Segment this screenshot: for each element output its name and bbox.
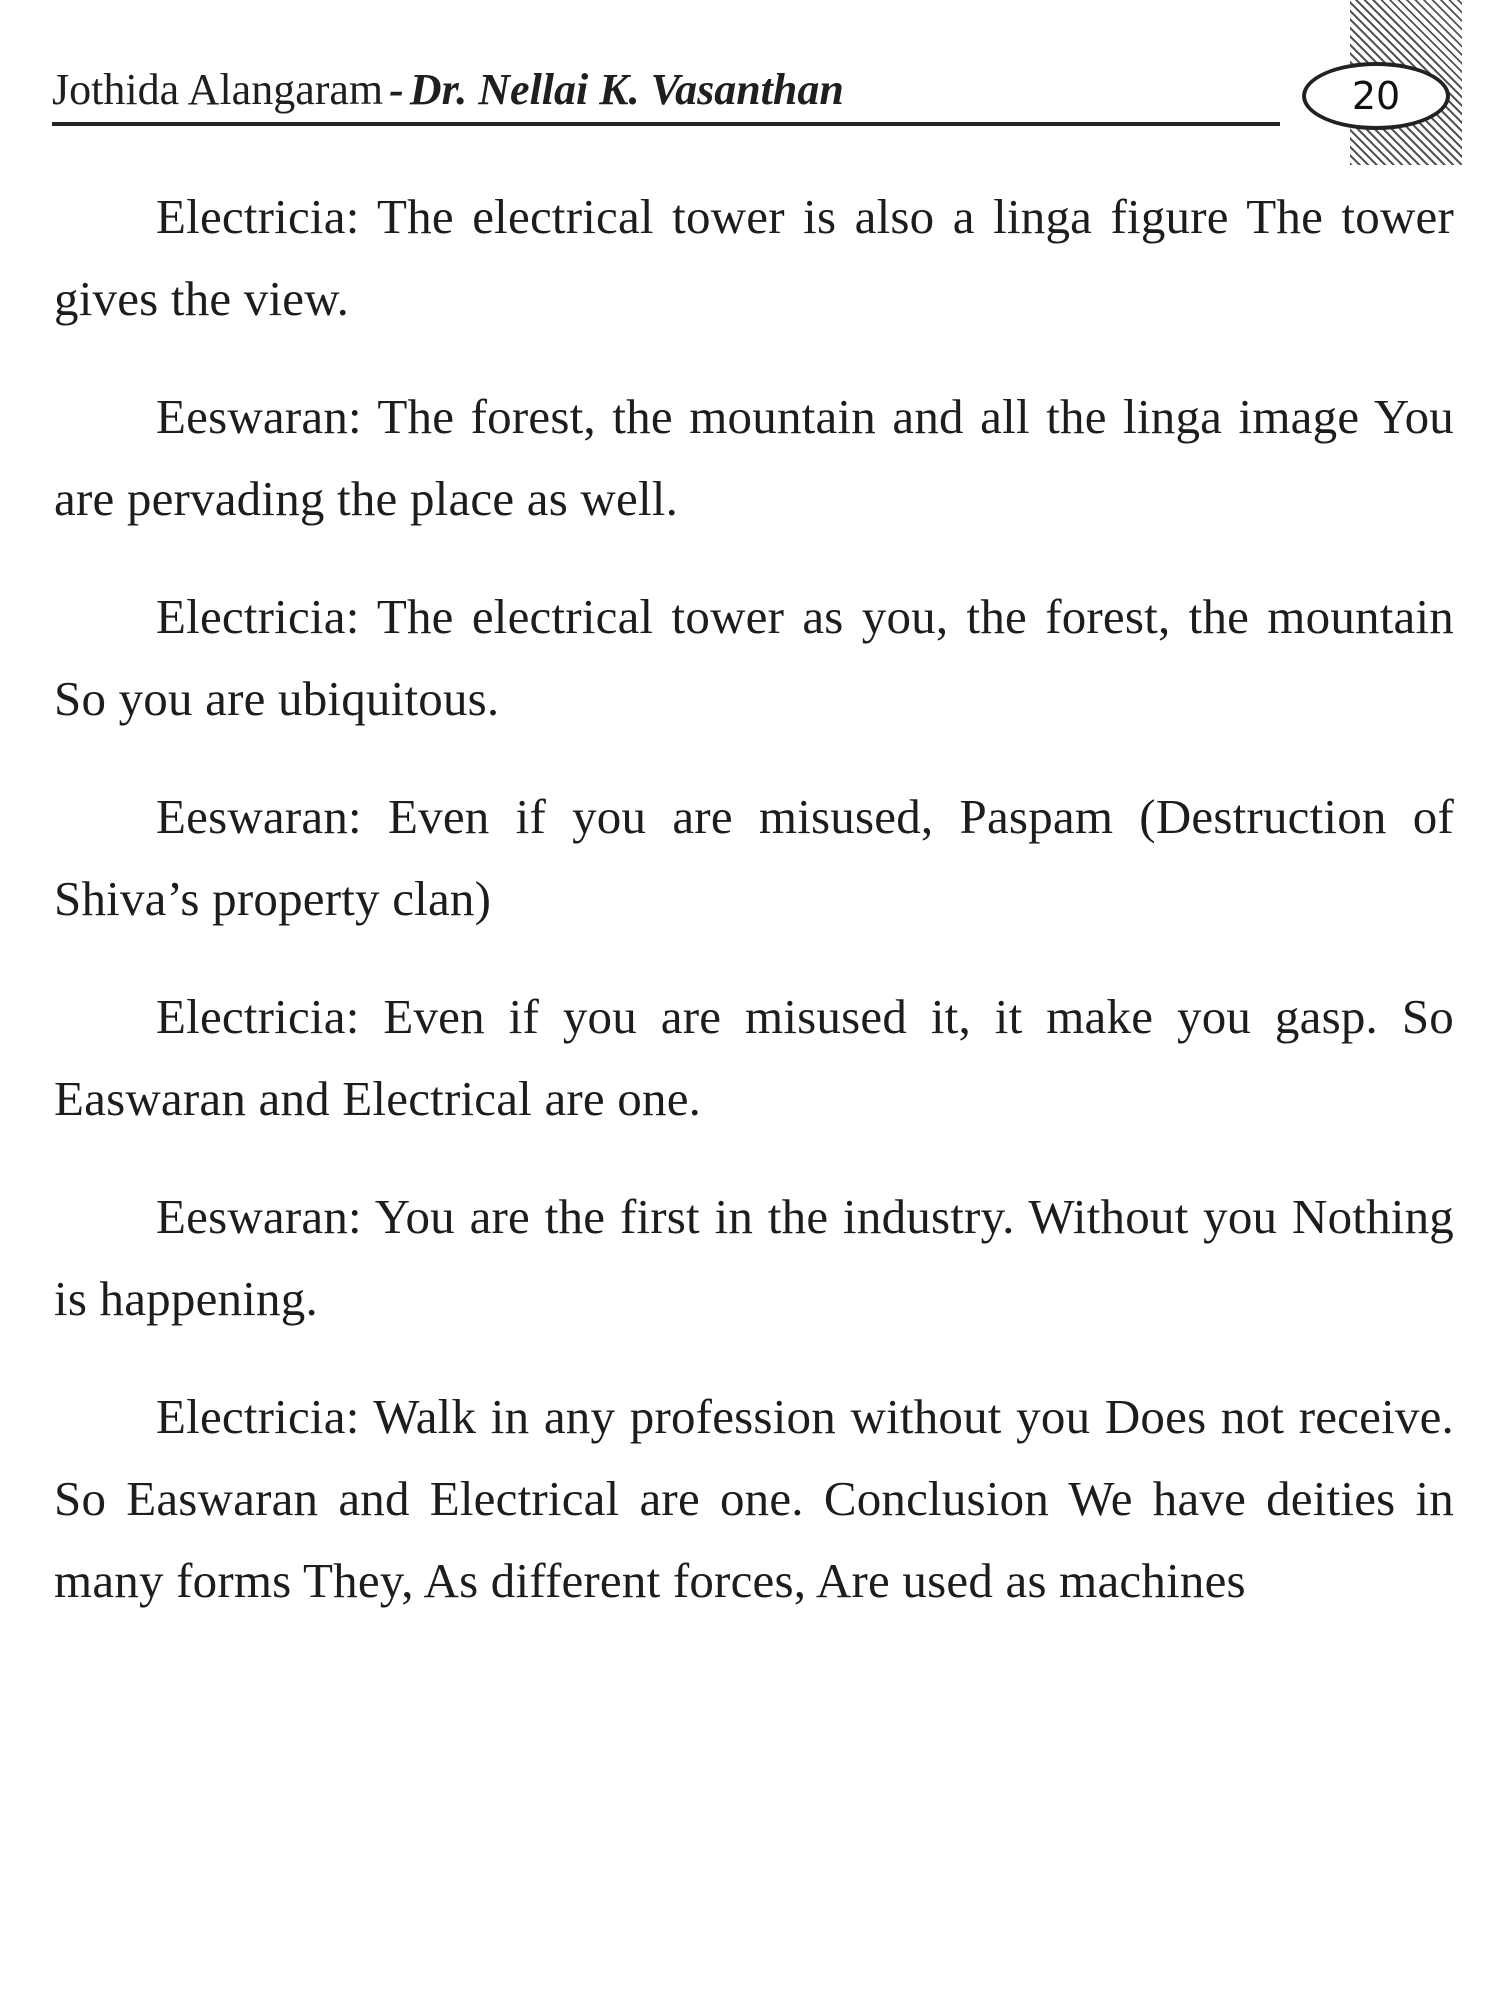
dialogue-paragraph: Eeswaran: The forest, the mountain and all the linga image You are pervading the place as well. — [54, 389, 1454, 526]
page-number: 20 — [1302, 62, 1450, 130]
dialogue-paragraph: Electricia: Even if you are misused it, it make you gasp. So Easwaran and Electrical are one. — [54, 989, 1454, 1126]
dialogue-paragraph: Eeswaran: Even if you are misused, Paspam (Destruction of Shiva’s property clan) — [54, 789, 1454, 926]
running-header — [52, 58, 1288, 128]
dialogue-paragraph: Electricia: The electrical tower as you, the forest, the mountain So you are ubiquitous. — [54, 589, 1454, 726]
dialogue-paragraph: Electricia: The electrical tower is also a linga figure The tower gives the view. — [54, 189, 1454, 326]
dialogue-paragraph: Eeswaran: You are the first in the industry. Without you Nothing is happening. — [54, 1189, 1454, 1326]
header-separator: - — [389, 65, 404, 114]
header-rule — [52, 122, 1280, 126]
page-body — [54, 176, 1454, 1622]
book-title: Jothida Alangaram — [52, 65, 384, 114]
header-title — [52, 64, 844, 115]
author-name: Dr. Nellai K. Vasanthan — [409, 65, 844, 114]
dialogue-paragraph: Electricia: Walk in any profession without you Does not receive. So Easwaran and Electrical are one. Conclusion We have deities in many forms They, As different forces, Are used as machines — [54, 1389, 1454, 1608]
